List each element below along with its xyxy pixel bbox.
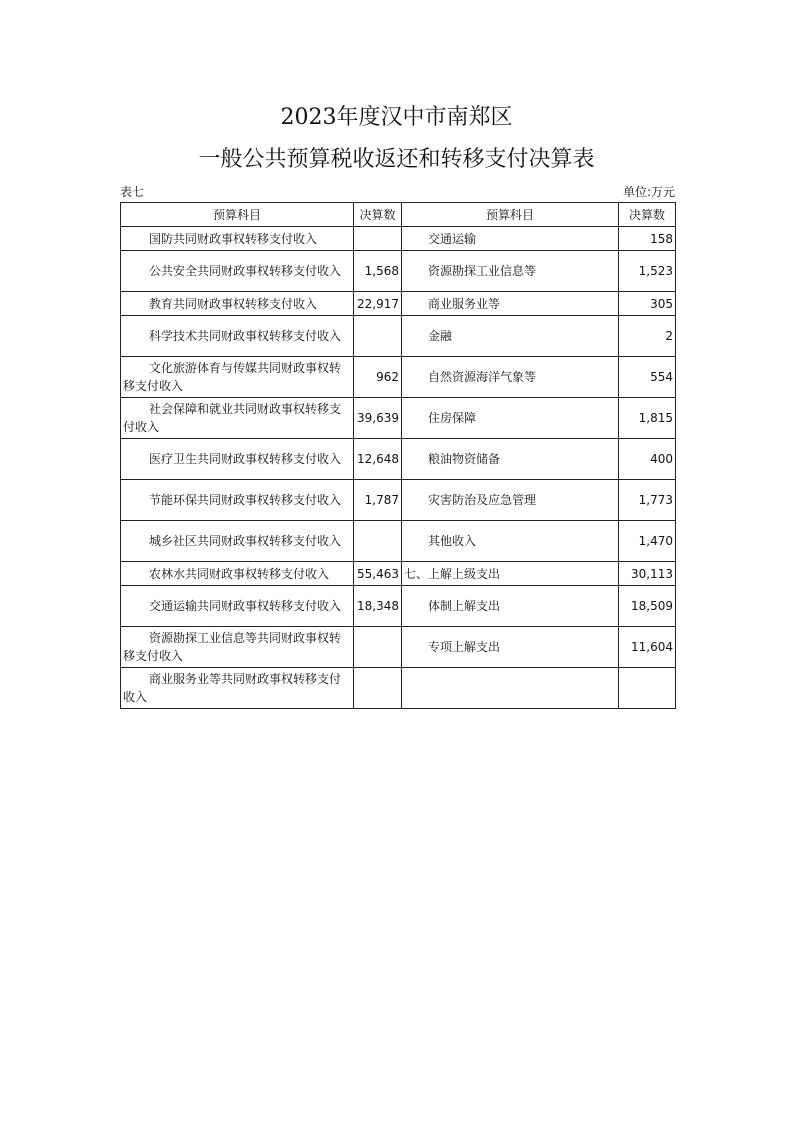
right-value-cell (619, 668, 676, 709)
left-item-cell: 文化旅游体育与传媒共同财政事权转移支付收入 (121, 357, 354, 398)
right-value-cell: 11,604 (619, 627, 676, 668)
table-header-row (121, 203, 676, 227)
right-value-cell: 30,113 (619, 562, 676, 586)
right-item-cell: 其他收入 (402, 521, 619, 562)
left-value-cell: 55,463 (354, 562, 402, 586)
table-row (121, 227, 676, 251)
left-value-cell (354, 316, 402, 357)
table-row (121, 521, 676, 562)
right-item-cell: 资源勘探工业信息等 (402, 251, 619, 292)
left-value-cell: 39,639 (354, 398, 402, 439)
right-item-cell: 金融 (402, 316, 619, 357)
left-item-cell: 医疗卫生共同财政事权转移支付收入 (121, 439, 354, 480)
right-item-cell: 交通运输 (402, 227, 619, 251)
right-value-cell: 1,773 (619, 480, 676, 521)
settlement-table (120, 202, 676, 709)
right-item-cell: 体制上解支出 (402, 586, 619, 627)
right-item-cell: 住房保障 (402, 398, 619, 439)
left-value-cell: 18,348 (354, 586, 402, 627)
left-item-cell: 教育共同财政事权转移支付收入 (121, 292, 354, 316)
header-right-item: 预算科目 (402, 203, 619, 227)
table-row (121, 292, 676, 316)
right-item-cell: 商业服务业等 (402, 292, 619, 316)
left-value-cell (354, 668, 402, 709)
left-value-cell: 12,648 (354, 439, 402, 480)
right-value-cell: 2 (619, 316, 676, 357)
left-value-cell: 1,787 (354, 480, 402, 521)
left-item-cell: 资源勘探工业信息等共同财政事权转移支付收入 (121, 627, 354, 668)
right-item-cell: 七、上解上级支出 (402, 562, 619, 586)
left-item-cell: 国防共同财政事权转移支付收入 (121, 227, 354, 251)
right-value-cell: 400 (619, 439, 676, 480)
right-item-cell: 粮油物资储备 (402, 439, 619, 480)
table-row (121, 668, 676, 709)
left-item-cell: 公共安全共同财政事权转移支付收入 (121, 251, 354, 292)
left-value-cell (354, 227, 402, 251)
table-row (121, 357, 676, 398)
left-item-cell: 城乡社区共同财政事权转移支付收入 (121, 521, 354, 562)
header-left-value: 决算数 (354, 203, 402, 227)
right-value-cell: 1,470 (619, 521, 676, 562)
table-row (121, 586, 676, 627)
left-item-cell: 科学技术共同财政事权转移支付收入 (121, 316, 354, 357)
header-left-item: 预算科目 (121, 203, 354, 227)
left-item-cell: 农林水共同财政事权转移支付收入 (121, 562, 354, 586)
table-row (121, 562, 676, 586)
right-item-cell: 专项上解支出 (402, 627, 619, 668)
right-value-cell: 554 (619, 357, 676, 398)
right-value-cell: 1,523 (619, 251, 676, 292)
left-item-cell: 社会保障和就业共同财政事权转移支付收入 (121, 398, 354, 439)
right-value-cell: 1,815 (619, 398, 676, 439)
left-item-cell: 商业服务业等共同财政事权转移支付收入 (121, 668, 354, 709)
document-title-line2: 一般公共预算税收返还和转移支付决算表 (198, 147, 595, 172)
left-value-cell: 962 (354, 357, 402, 398)
right-item-cell: 灾害防治及应急管理 (402, 480, 619, 521)
right-value-cell: 305 (619, 292, 676, 316)
left-value-cell: 1,568 (354, 251, 402, 292)
table-row (121, 480, 676, 521)
left-value-cell (354, 521, 402, 562)
header-right-value: 决算数 (619, 203, 676, 227)
left-value-cell (354, 627, 402, 668)
right-value-cell: 158 (619, 227, 676, 251)
table-row (121, 439, 676, 480)
table-row (121, 398, 676, 439)
right-item-cell: 自然资源海洋气象等 (402, 357, 619, 398)
unit-label: 单位:万元 (622, 185, 675, 199)
right-item-cell (402, 668, 619, 709)
table-row (121, 627, 676, 668)
document-title-line1: 2023年度汉中市南郑区 (280, 105, 513, 130)
table-number-label: 表七 (120, 185, 145, 199)
left-value-cell: 22,917 (354, 292, 402, 316)
table-row (121, 251, 676, 292)
right-value-cell: 18,509 (619, 586, 676, 627)
left-item-cell: 节能环保共同财政事权转移支付收入 (121, 480, 354, 521)
left-item-cell: 交通运输共同财政事权转移支付收入 (121, 586, 354, 627)
table-row (121, 316, 676, 357)
